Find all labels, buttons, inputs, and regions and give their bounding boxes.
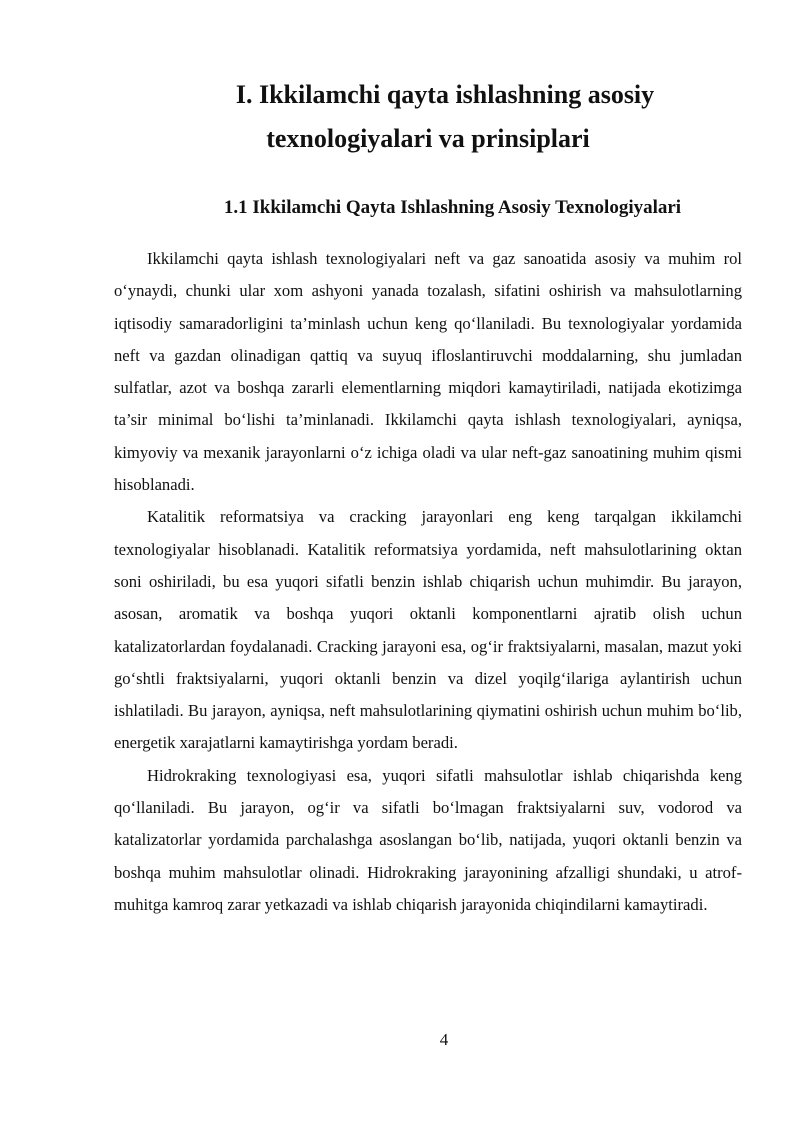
chapter-title-line-1: I. Ikkilamchi qayta ishlashning asosiy bbox=[235, 80, 655, 109]
paragraph-1: Ikkilamchi qayta ishlash texnologiyalari neft va gaz sanoatida asosiy va muhim rol o‘ynaydi, chunki ular xom ashyoni yanada tozalash, sifatini oshirish va mahsulotlarning iqtisodiy samaradorligini ta’minlash uchun keng qo‘llaniladi. Bu texnologiyalar yordamida neft va gazdan olinadigan qattiq va suyuq ifloslantiruvchi moddalarning, shu jumladan sulfatlar, azot va boshqa zararli elementlarning miqdori kamaytiriladi, natijada ekotizimga ta’sir minimal bo‘lishi ta’minlanadi. Ikkilamchi qayta ishlash texnologiyalari, ayniqsa, kimyoviy va mexanik jarayonlarni o‘z ichiga oladi va ular neft-gaz sanoatining muhim qismi hisoblanadi. bbox=[114, 249, 742, 495]
page-number: 4 bbox=[439, 1030, 449, 1049]
paragraph-2: Katalitik reformatsiya va cracking jarayonlari eng keng tarqalgan ikkilamchi texnologiyalar hisoblanadi. Katalitik reformatsiya yordamida, neft mahsulotlarining oktan soni oshiriladi, bu esa yuqori sifatli benzin ishlab chiqarish uchun muhimdir. Bu jarayon, asosan, aromatik va boshqa yuqori oktanli komponentlarni ajratib olish uchun katalizatorlardan foydalanadi. Cracking jarayoni esa, og‘ir fraktsiyalarni, masalan, mazut yoki go‘shtli fraktsiyalarni, yuqori oktanli benzin va dizel yoqilg‘ilariga aylantirish uchun ishlatiladi. Bu jarayon, ayniqsa, neft mahsulotlarining qiymatini oshirish uchun muhim bo‘lib, energetik xarajatlarni kamaytirishga yordam beradi. bbox=[114, 507, 742, 753]
paragraph-3: Hidrokraking texnologiyasi esa, yuqori sifatli mahsulotlar ishlab chiqarishda keng qo‘llaniladi. Bu jarayon, og‘ir va sifatli bo‘lmagan fraktsiyalarni suv, vodorod va katalizatorlar yordamida parchalashga asoslangan bo‘lib, natijada, yuqori oktanli benzin va boshqa muhim mahsulotlar olinadi. Hidrokraking jarayonining afzalligi shundaki, u atrof-muhitga kamroq zarar yetkazadi va ishlab chiqarish jarayonida chiqindilarni kamaytiradi. bbox=[114, 765, 742, 914]
section-title: 1.1 Ikkilamchi Qayta Ishlashning Asosiy Texnologiyalari bbox=[223, 197, 682, 218]
chapter-title-line-2: texnologiyalari va prinsiplari bbox=[266, 124, 590, 153]
body-text bbox=[114, 243, 742, 921]
